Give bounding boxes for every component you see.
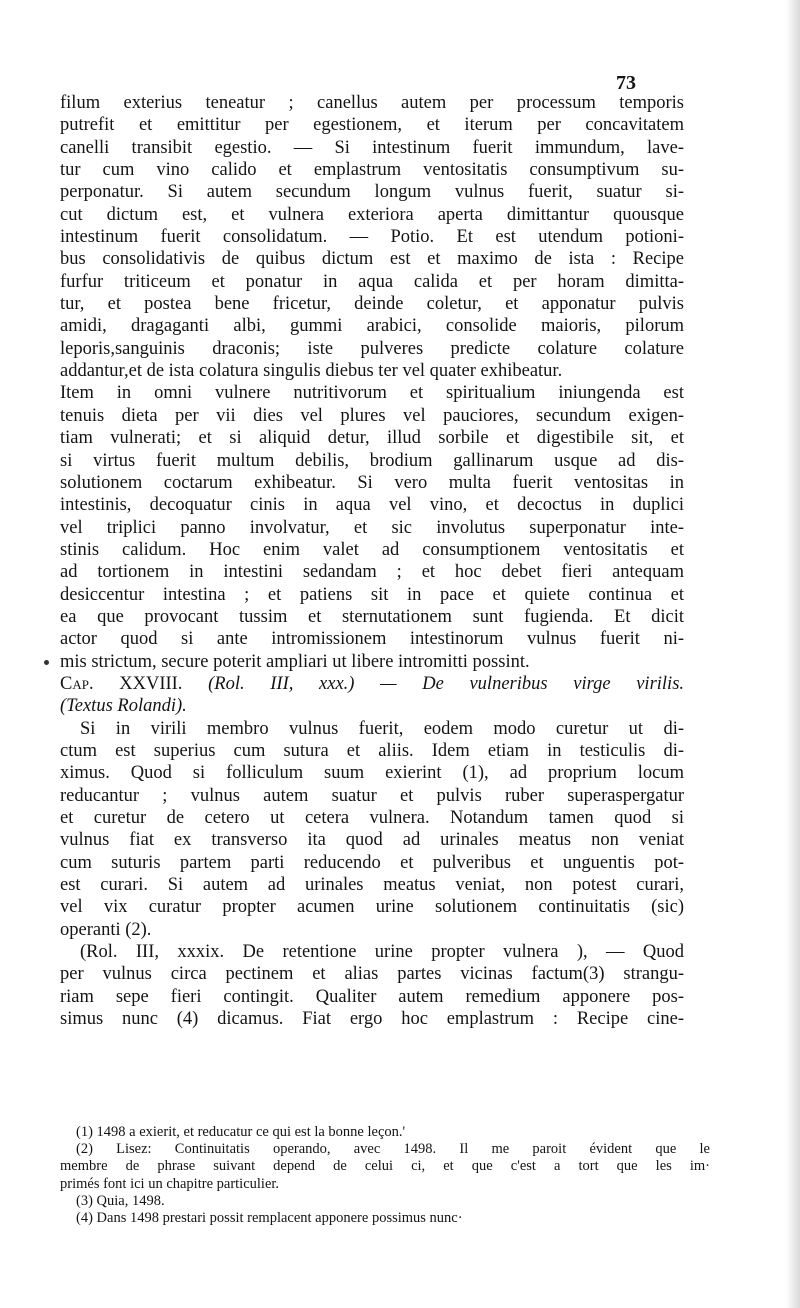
text-line: per vulnus circa pectinem et alias partes vicinas factum(3) strangu-: [60, 964, 684, 985]
text-line: leporis,sanguinis draconis; iste pulveres predicte colature colature: [60, 338, 684, 359]
chapter-title: De vulneribus virge virilis.: [422, 673, 685, 694]
text-line: canelli transibit egestio. — Si intestinum fuerit immundum, lave-: [60, 137, 684, 158]
text-line: ad tortionem in intestini sedandam ; et hoc debet fieri antequam: [60, 562, 684, 583]
footnote: membre de phrase suivant depend de celui ci, et que c'est a tort que les im·: [60, 1158, 710, 1175]
footnotes: [60, 1124, 710, 1227]
text-line: est curari. Si autem ad urinales meatus veniat, non potest curari,: [60, 875, 684, 896]
text-line: simus nunc (4) dicamus. Fiat ergo hoc emplastrum : Recipe cine-: [60, 1009, 684, 1030]
text-line: ximus. Quod si folliculum suum exierint (1), ad proprium locum: [60, 763, 684, 784]
text-line: actor quod si ante intromissionem intestinorum vulnus fuerit ni-: [60, 629, 684, 650]
rubric-line: (Rol. III, xxxix. De retentione urine propter vulnera ), — Quod: [80, 942, 684, 963]
chapter-heading: [60, 673, 684, 695]
page-number: 73: [616, 72, 636, 94]
text-line: Si in virili membro vulnus fuerit, eodem modo curetur ut di-: [80, 718, 684, 739]
text-line: stinis calidum. Hoc enim valet ad consumptionem ventositatis et: [60, 539, 684, 560]
text-line: reducantur ; vulnus autem suatur et pulvis ruber superaspergatur: [60, 785, 684, 806]
page-edge-shadow: [786, 0, 800, 1308]
text-line: tur cum vino calido et emplastrum ventositatis consumptivum su-: [60, 160, 684, 181]
text-line: filum exterius teneatur ; canellus autem per processum temporis: [60, 93, 684, 113]
chapter-ref: (Rol. III, xxx.) —: [208, 673, 397, 694]
text-line: vulnus fiat ex transverso ita quod ad urinales meatus non veniat: [60, 830, 684, 851]
text-line: desiccentur intestina ; et patiens sit in pace et quiete continua et: [60, 584, 684, 605]
footnote: (3) Quia, 1498.: [76, 1192, 165, 1209]
text-line: tur, et postea bene fricetur, deinde coletur, et apponatur pulvis: [60, 294, 684, 315]
text-line: ea que provocant tussim et sternutationem sunt fugienda. Et dicit: [60, 606, 684, 627]
text-line: operanti (2).: [60, 919, 152, 940]
text-line: vel triplici panno involvatur, et sic involutus superponatur inte-: [60, 517, 684, 538]
footnote: (2) Lisez: Continuitatis operando, avec 1498. Il me paroit évident que le: [76, 1141, 710, 1158]
text-line: ctum est superius cum sutura et aliis. Idem etiam in testiculis di-: [60, 740, 684, 761]
main-text: [60, 92, 684, 1030]
text-line: bus consolidativis de quibus dictum est et maximo de ista : Recipe: [60, 249, 684, 270]
text-line: solutionem coctarum exhibeatur. Si vero multa fuerit ventositas in: [60, 472, 684, 493]
text-line: intestinis, decoquatur cinis in aqua vel vino, et decoctus in duplici: [60, 495, 684, 516]
margin-mark: [44, 660, 49, 665]
text-line: si virtus fuerit multum debilis, brodium gallinarum usque ad dis-: [60, 450, 684, 471]
text-line: et curetur de cetero ut cetera vulnera. Notandum tamen quod si: [60, 808, 684, 828]
text-line: perponatur. Si autem secundum longum vulnus fuerit, suatur si-: [60, 182, 684, 203]
footnote: (4) Dans 1498 prestari possit remplacent apponere possimus nunc·: [76, 1209, 463, 1226]
chapter-subtitle: (Textus Rolandi).: [60, 696, 187, 717]
text-line: riam sepe fieri contingit. Qualiter autem remedium apponere pos-: [60, 986, 684, 1007]
text-line: tenuis dieta per vii dies vel plures vel pauciores, secundum exigen-: [60, 405, 684, 426]
footnote: (1) 1498 a exierit, et reducatur ce qui est la bonne leçon.': [76, 1124, 406, 1140]
text-line: mis strictum, secure poterit ampliari ut libere intromitti possint.: [60, 651, 530, 672]
text-line: cum suturis partem parti reducendo et pulveribus et unguentis pot-: [60, 852, 684, 873]
text-line: Item in omni vulnere nutritivorum et spiritualium iniungenda est: [60, 383, 684, 404]
text-line: tiam vulnerati; et si aliquid detur, illud sorbile et digestibile sit, et: [60, 428, 684, 449]
text-line: cut dictum est, et vulnera exteriora aperta dimittantur quousque: [60, 204, 684, 225]
text-line: intestinum fuerit consolidatum. — Potio. Et est utendum potioni-: [60, 227, 684, 248]
text-line: vel vix curatur propter acumen urine solutionem continuitatis (sic): [60, 897, 684, 918]
text-line: furfur triticeum et ponatur in aqua calida et per horam dimitta-: [60, 271, 684, 292]
text-line: putrefit et emittitur per egestionem, et iterum per concavitatem: [60, 115, 684, 136]
text-line: addantur,et de ista colatura singulis diebus ter vel quater exhibeatur.: [60, 361, 563, 382]
text-line: amidi, dragaganti albi, gummi arabici, consolide maioris, pilorum: [60, 316, 684, 337]
chapter-label: Cap. XXVIII.: [60, 673, 183, 694]
footnote: primés font ici un chapitre particulier.: [60, 1175, 280, 1192]
